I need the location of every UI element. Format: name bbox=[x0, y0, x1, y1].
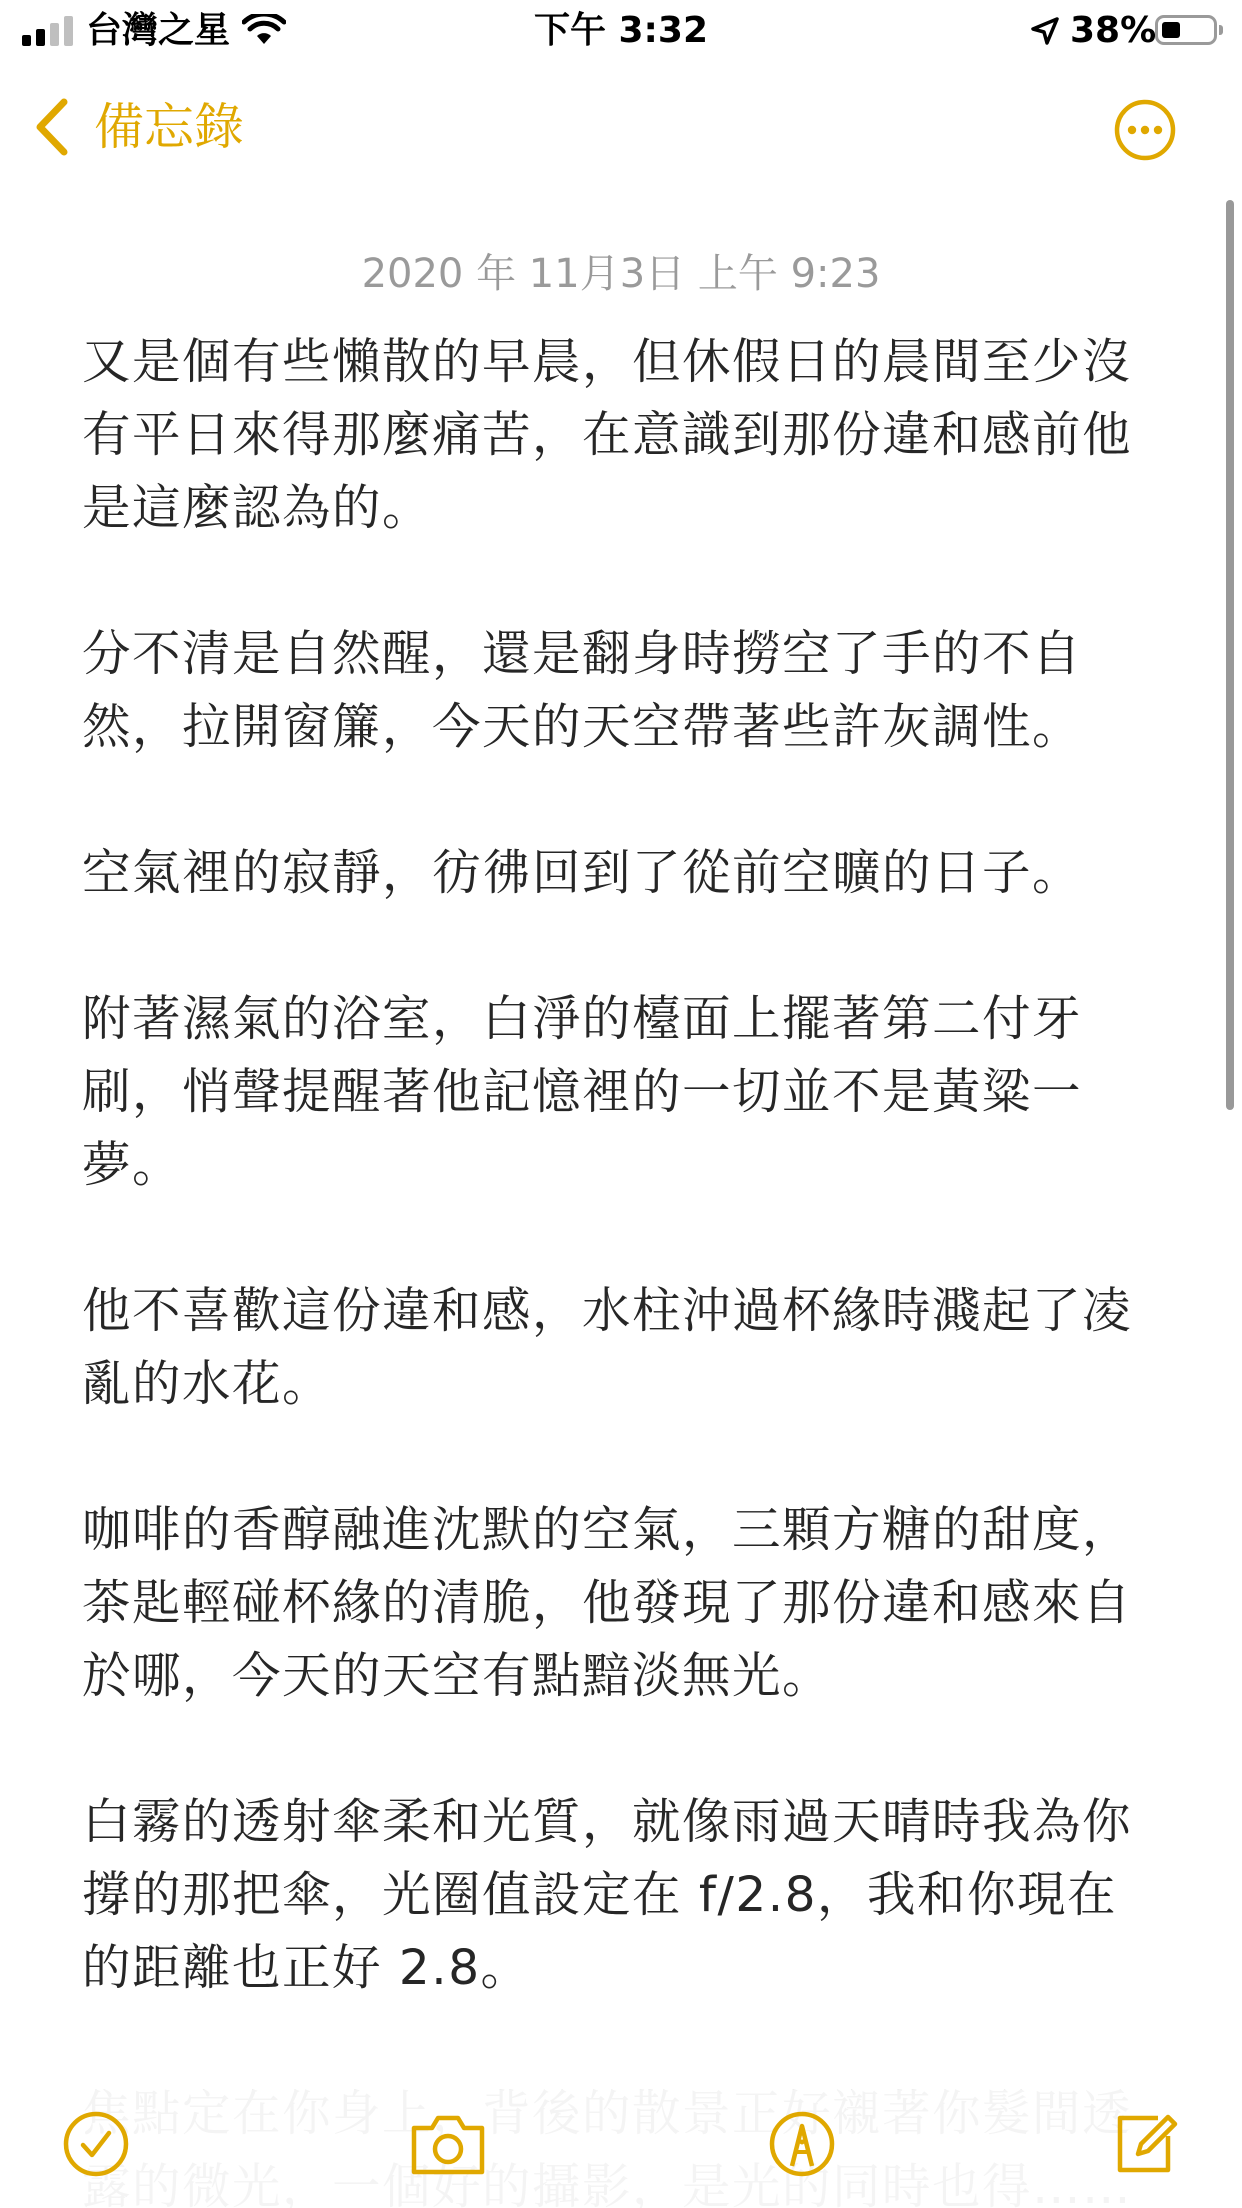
scroll-indicator[interactable] bbox=[1226, 200, 1234, 1110]
battery-percent: 38% bbox=[1070, 10, 1157, 51]
note-paragraph: 附著濕氣的浴室，白淨的檯面上擺著第二付牙刷，悄聲提醒著他記憶裡的一切並不是黃粱一夢。 bbox=[82, 991, 1083, 1193]
compose-icon[interactable] bbox=[1112, 2110, 1180, 2178]
location-arrow-icon bbox=[1030, 16, 1060, 46]
battery-icon bbox=[1155, 15, 1217, 45]
carrier-label: 台灣之星 bbox=[86, 10, 231, 51]
battery-cap bbox=[1219, 25, 1223, 35]
bottom-toolbar bbox=[0, 2090, 1242, 2208]
chevron-left-icon bbox=[32, 96, 72, 158]
note-paragraph: 空氣裡的寂靜，彷彿回到了從前空曠的日子。 bbox=[82, 845, 1083, 901]
note-paragraph: 分不清是自然醒，還是翻身時撈空了手的不自然，拉開窗簾，今天的天空帶著些許灰調性。 bbox=[82, 626, 1083, 755]
note-paragraph: 白霧的透射傘柔和光質，就像雨過天晴時我為你撐的那把傘，光圈值設定在 f/2.8，我和你現在的距離也正好 2.8。 bbox=[82, 1794, 1133, 1996]
battery-level bbox=[1162, 22, 1180, 38]
camera-icon[interactable] bbox=[408, 2110, 488, 2178]
note-body[interactable] bbox=[82, 326, 1132, 2208]
status-bar bbox=[0, 0, 1242, 64]
back-button[interactable] bbox=[32, 92, 244, 162]
note-paragraph: 又是個有些懶散的早晨，但休假日的晨間至少沒有平日來得那麼痛苦，在意識到那份違和感前他是這麼認為的。 bbox=[82, 334, 1133, 536]
checklist-icon[interactable] bbox=[62, 2110, 130, 2178]
back-label: 備忘錄 bbox=[94, 98, 244, 156]
note-paragraph: 咖啡的香醇融進沈默的空氣，三顆方糖的甜度，茶匙輕碰杯緣的清脆，他發現了那份違和感來自於哪，今天的天空有點黯淡無光。 bbox=[82, 1502, 1133, 1704]
clock: 下午 3:32 bbox=[533, 10, 709, 51]
markup-pen-icon[interactable] bbox=[768, 2110, 836, 2178]
ellipsis-circle-icon[interactable] bbox=[1113, 98, 1177, 162]
note-paragraph: 他不喜歡這份違和感，水柱沖過杯緣時濺起了凌亂的水花。 bbox=[82, 1283, 1133, 1412]
note-date: 2020 年 11月3日 上午 9:23 bbox=[361, 251, 881, 297]
